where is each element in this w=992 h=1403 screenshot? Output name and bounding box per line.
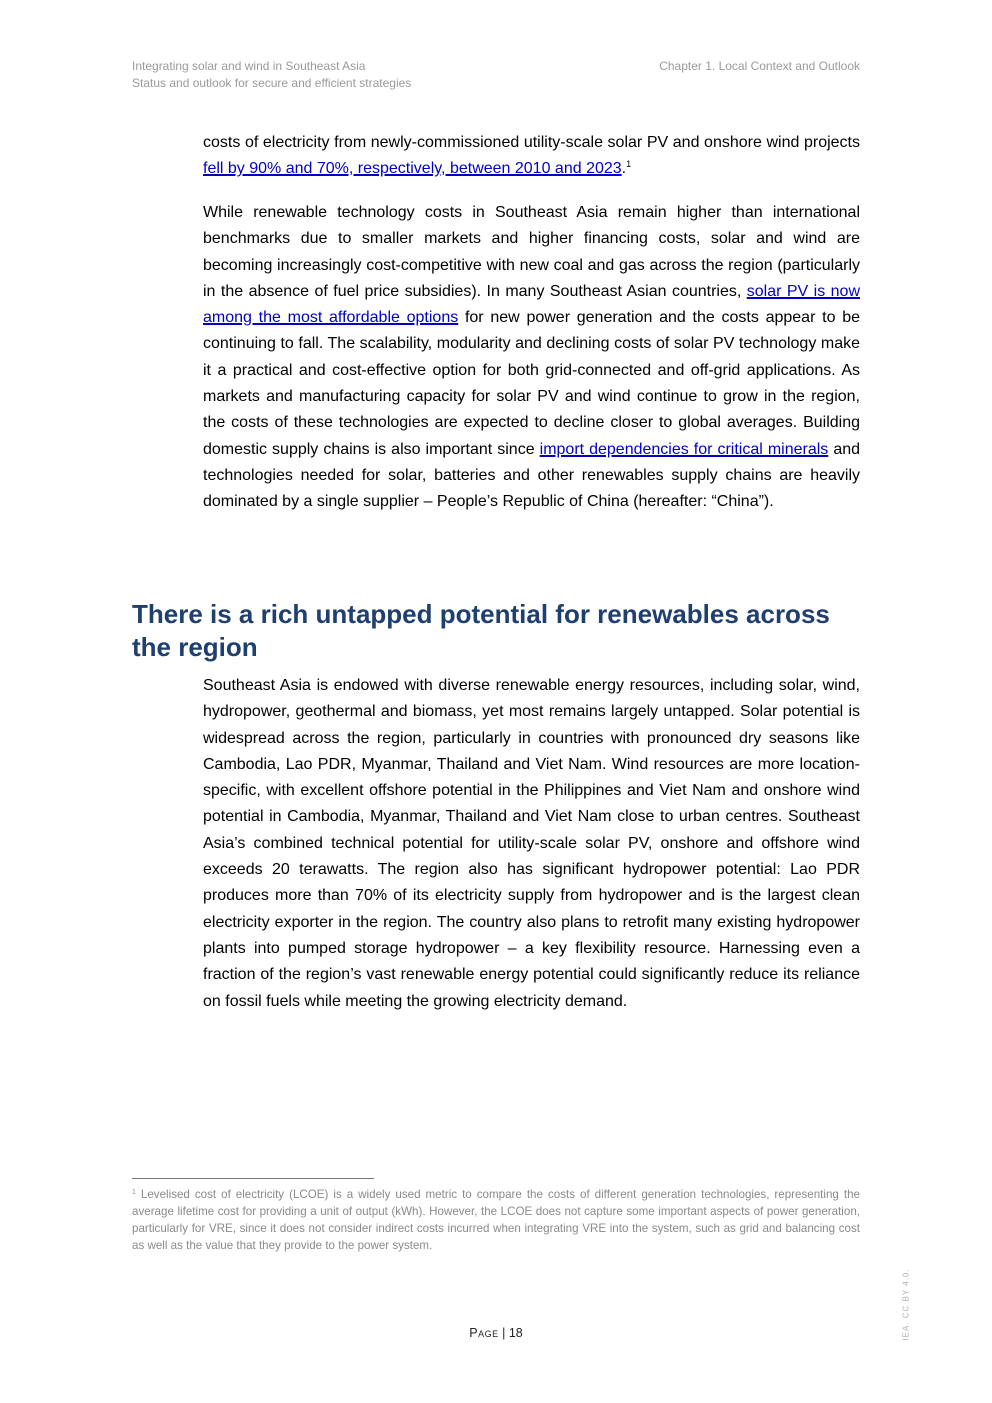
footnote-number: 1 — [132, 1189, 136, 1196]
licence-notice: IEA. CC BY 4.0. — [901, 1268, 911, 1341]
paragraph-cost-competitiveness: While renewable technology costs in Southeast Asia remain higher than international benchmarks due to smaller markets and higher financing costs, solar and wind are becoming increasingly cost-competitive with new coal and gas across the region (particularly in the absence of fuel price subsidies). In many Southeast Asian countries, solar PV is now among the most affordable options for new power generation and the costs appear to be continuing to fall. The scalability, modularity and declining costs of solar PV technology make it a practical and cost-effective option for both grid-connected and off-grid applications. As markets and manufacturing capacity for solar PV and wind continue to grow in the region, the costs of these technologies are expected to decline closer to global averages. Building domestic supply chains is also important since import dependencies for critical minerals and technologies needed for solar, batteries and other renewables supply chains are heavily dominated by a single supplier – People’s Republic of China (hereafter: “China”). — [203, 204, 861, 511]
running-header-left — [132, 58, 411, 92]
paragraph-renewable-potential: Southeast Asia is endowed with diverse renewable energy resources, including solar, wind, hydropower, geothermal and biomass, yet most remains largely untapped. Solar potential is widespread across the region, particularly in countries with pronounced dry seasons like Cambodia, Lao PDR, Myanmar, Thailand and Viet Nam. Wind resources are more location-specific, with excellent offshore potential in the Philippines and Viet Nam and onshore wind potential in Cambodia, Myanmar, Thailand and Viet Nam close to urban centres. Southeast Asia’s combined technical potential for utility-scale solar PV, onshore and offshore wind exceeds 20 terawatts. The region also has significant hydropower potential: Lao PDR produces more than 70% of its electricity supply from hydropower and is the largest clean electricity exporter in the region. The country also plans to retrofit many existing hydropower plants into pumped storage hydropower – a key flexibility resource. Harnessing even a fraction of the region’s vast renewable energy potential could significantly reduce its reliance on fossil fuels while meeting the growing electricity demand. — [203, 677, 860, 1010]
link-solar-affordable[interactable]: solar PV is now among the most affordable options — [203, 282, 861, 327]
link-cost-decline[interactable]: fell by 90% and 70%, respectively, between 2010 and 2023 — [203, 160, 622, 178]
section-heading: There is a rich untapped potential for renewables across the region — [132, 599, 830, 662]
footnote-reference[interactable]: 1 — [626, 159, 632, 170]
paragraph-lcoe-decline: costs of electricity from newly-commissioned utility-scale solar PV and onshore wind projects fell by 90% and 70%, respectively, between 2010 and 2023.$^1$ — [203, 134, 860, 178]
link-critical-minerals[interactable]: import dependencies for critical minerals — [539, 440, 829, 458]
report-title: Integrating solar and wind in Southeast Asia — [132, 59, 366, 73]
chapter-title: Chapter 1. Local Context and Outlook — [659, 59, 860, 73]
footnote: $^1$ Levelised cost of electricity (LCOE) is a widely used metric to compare the costs of different generation technologies, representing the average lifetime cost for providing a unit of output (kWh). However, the LCOE does not capture some important aspects of power generation, particularly for VRE, since it does not consider indirect costs incurred when integrating VRE into the system, such as grid and balancing cost as well as the value that they provide to the power system. — [132, 1188, 860, 1252]
page-number: Page | 18 — [469, 1326, 523, 1340]
footnote-divider — [132, 1178, 374, 1179]
report-subtitle: Status and outlook for secure and efficient strategies — [132, 76, 412, 90]
